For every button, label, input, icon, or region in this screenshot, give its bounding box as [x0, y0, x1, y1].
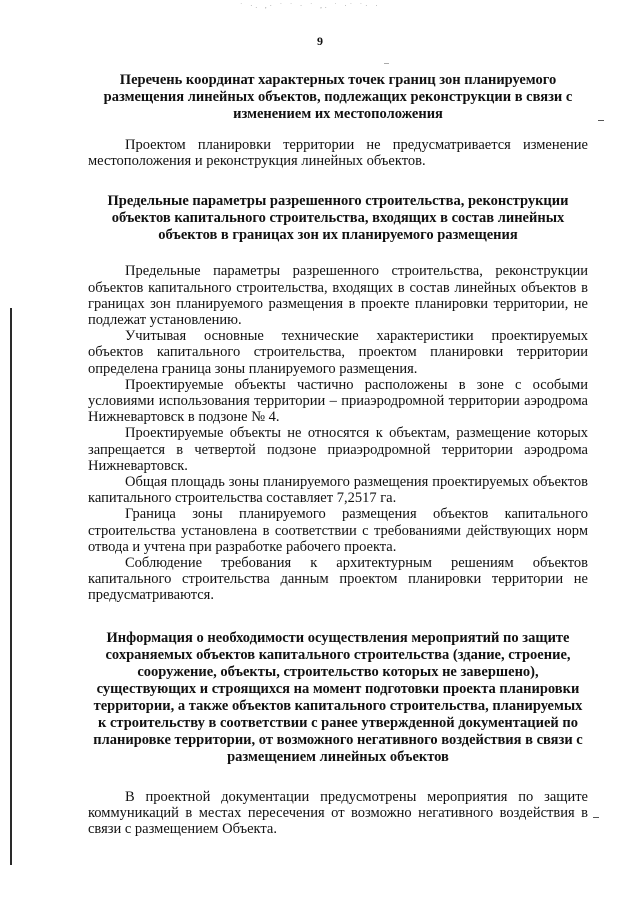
paragraph: Учитывая основные технические характеристики проектируемых объектов капитального строительства, проектом планировки территории определена граница зоны планируемого размещения.: [88, 328, 588, 377]
paragraph: Проектируемые объекты не относятся к объектам, размещение которых запрещается в четвертой подзоне приаэродромной территории аэродрома Нижневартовск.: [88, 425, 588, 474]
page-number: 9: [317, 34, 323, 48]
scan-artifact-dash: [598, 120, 604, 121]
scan-artifact-dash: [593, 817, 599, 818]
section-heading-construction-parameters: Предельные параметры разрешенного строительства, реконструкции объектов капитального строительства, входящих в состав линейных объектов в границах зон их планируемого размещения: [107, 193, 569, 244]
scan-artifact-dash: [384, 63, 389, 64]
section-heading-coordinates: Перечень координат характерных точек границ зон планируемого размещения линейных объектов, подлежащих реконструкции в связи с изменением их местоположения: [103, 72, 573, 122]
paragraph: Общая площадь зоны планируемого размещения проектируемых объектов капитального строительства составляет 7,2517 га.: [88, 474, 588, 507]
section-construction-parameters-body: [88, 263, 588, 603]
paragraph: В проектной документации предусмотрены мероприятия по защите коммуникаций в местах пересечения от возможно негативного воздействия в связи с размещением Объекта.: [88, 788, 588, 838]
paragraph: Проектируемые объекты частично расположены в зоне с особыми условиями использования территории – приаэродромной территории аэродрома Нижневартовск в подзоне № 4.: [88, 376, 588, 426]
scan-artifact-left-edge-line: [10, 308, 12, 865]
section-heading-protection-measures: Информация о необходимости осуществления мероприятий по защите сохраняемых объектов капитального строительства (здание, строение, сооружение, объекты, строительство которых не завершено), существующих и строящихся на момент подготовки проекта планировки территории, а также объектов капитального строительства, планируемых к строительству в соответствии с ранее утвержденной документацией по планировке территории, от возможного негативного воздействия в связи с размещением линейных объектов: [93, 629, 583, 765]
paragraph: Граница зоны планируемого размещения объектов капитального строительства установлена в соответствии с требованиями действующих норм отвода и учтена при разработке рабочего проекта.: [88, 506, 588, 555]
scan-artifact-top: ˙ ·. ,· ˙ ˙ · ˙ ,. ˙ ·˙ ˙· ·: [240, 2, 381, 10]
paragraph: Проектом планировки территории не предусматривается изменение местоположения и реконструкция линейных объектов.: [88, 137, 588, 170]
paragraph: Предельные параметры разрешенного строительства, реконструкции объектов капитального строительства, входящих в состав линейных объектов в границах зон планируемого размещения в проекте планировки территории, не подлежат установлению.: [88, 263, 588, 329]
paragraph: Соблюдение требования к архитектурным решениям объектов капитального строительства данным проектом планировки территории не предусматриваются.: [88, 555, 588, 604]
document-body: [88, 72, 588, 837]
